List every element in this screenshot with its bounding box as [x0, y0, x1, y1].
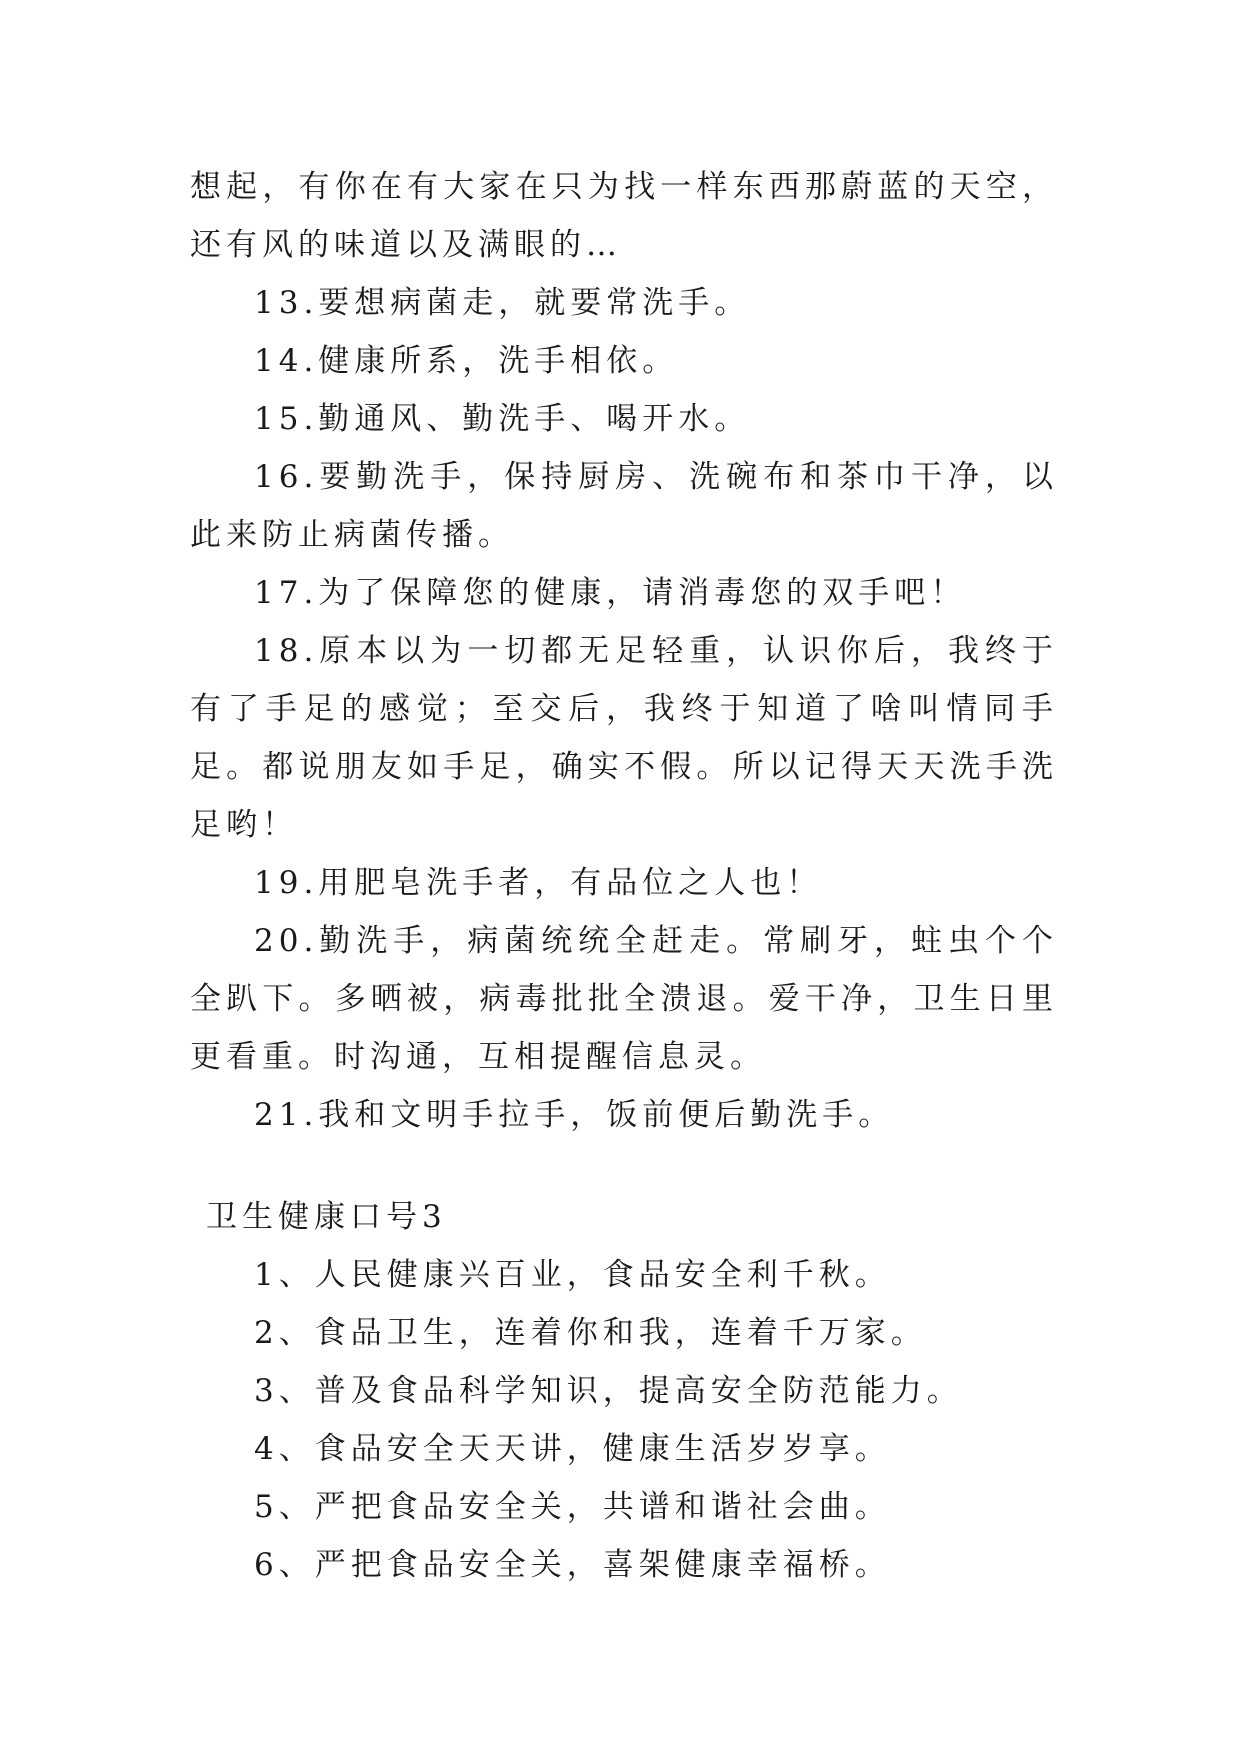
slogan-item-17: 17.为了保障您的健康，请消毒您的双手吧！ — [254, 575, 967, 611]
section-spacer — [190, 1144, 1058, 1188]
slogan-item-6: 6、严把食品安全关，喜架健康幸福桥。 — [254, 1547, 891, 1583]
slogan-item-1: 1、人民健康兴百业，食品安全利千秋。 — [254, 1257, 891, 1293]
slogan-item-4: 4、食品安全天天讲，健康生活岁岁享。 — [254, 1431, 891, 1467]
slogan-item-5: 5、严把食品安全关，共谱和谐社会曲。 — [254, 1489, 891, 1525]
continuation-paragraph: 想起，有你在有大家在只为找一样东西那蔚蓝的天空，还有风的味道以及满眼的… — [190, 169, 1058, 263]
slogan-item-16: 16.要勤洗手，保持厨房、洗碗布和茶巾干净，以此来防止病菌传播。 — [190, 459, 1058, 553]
slogan-item-19: 19.用肥皂洗手者，有品位之人也！ — [254, 865, 823, 901]
document-body — [190, 158, 1058, 1594]
slogan-item-2: 2、食品卫生，连着你和我，连着千万家。 — [254, 1315, 927, 1351]
slogan-item-14: 14.健康所系，洗手相依。 — [254, 343, 679, 379]
slogan-item-15: 15.勤通风、勤洗手、喝开水。 — [254, 401, 751, 437]
slogan-item-13: 13.要想病菌走，就要常洗手。 — [254, 285, 751, 321]
slogan-item-21: 21.我和文明手拉手，饭前便后勤洗手。 — [254, 1097, 895, 1133]
slogan-item-18: 18.原本以为一切都无足轻重，认识你后，我终于有了手足的感觉；至交后，我终于知道了啥叫情同手足。都说朋友如手足，确实不假。所以记得天天洗手洗足哟！ — [190, 633, 1058, 843]
slogan-item-3: 3、普及食品科学知识，提高安全防范能力。 — [254, 1373, 963, 1409]
slogan-item-20: 20.勤洗手，病菌统统全赶走。常刷牙，蛀虫个个全趴下。多晒被，病毒批批全溃退。爱干净，卫生日里更看重。时沟通，互相提醒信息灵。 — [190, 923, 1058, 1075]
section-title: 卫生健康口号3 — [206, 1199, 447, 1235]
